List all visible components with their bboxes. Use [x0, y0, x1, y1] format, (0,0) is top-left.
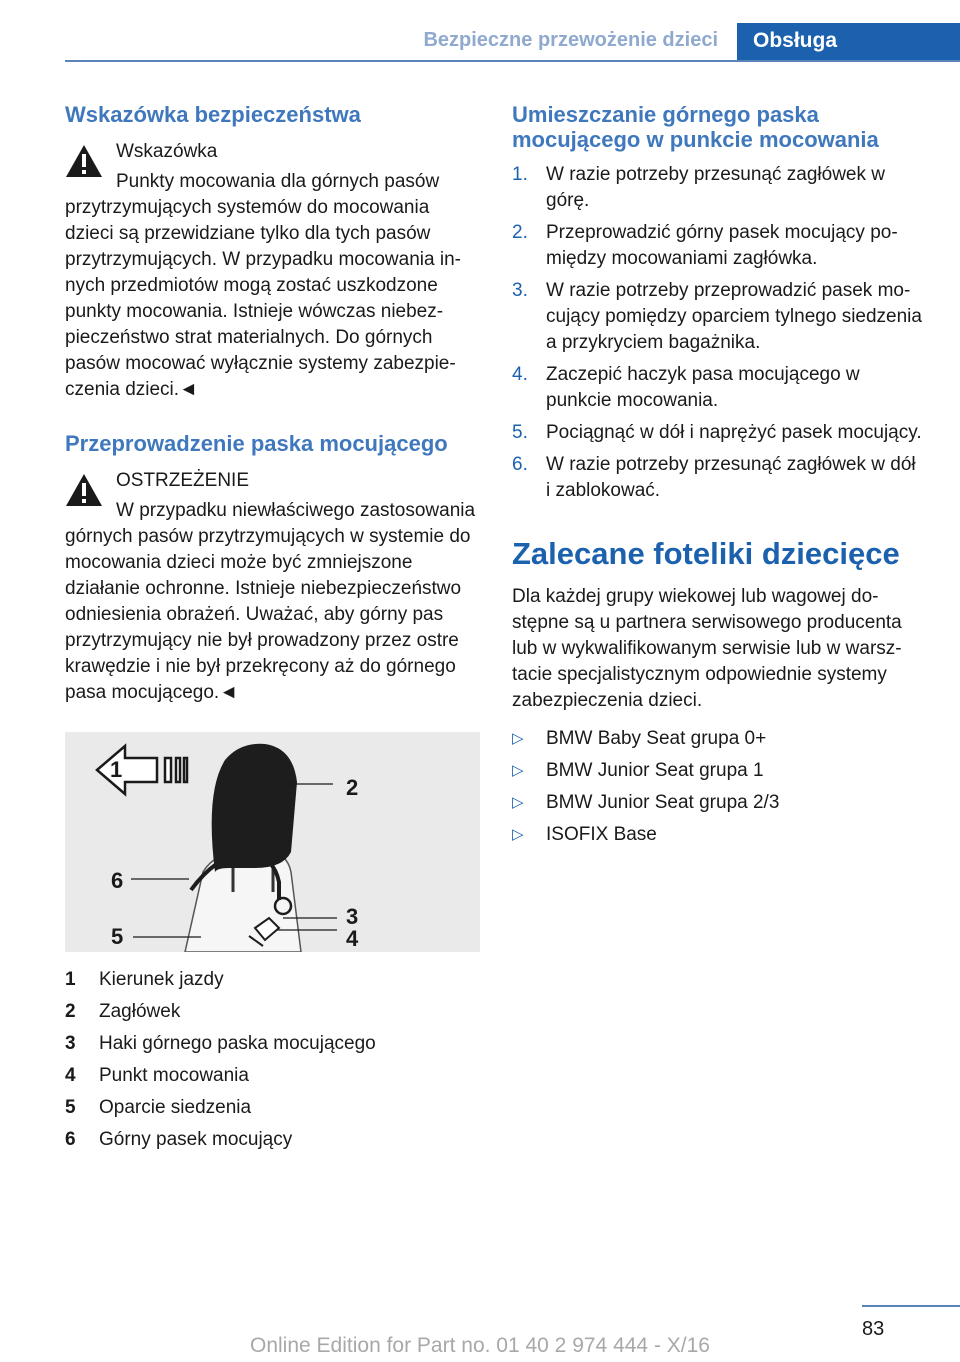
page-header — [0, 0, 960, 62]
legend-label: Górny pasek mocujący — [99, 1129, 293, 1150]
headrest-strap-figure — [65, 732, 480, 952]
warning-triangle-icon — [65, 143, 103, 179]
routing-heading: Przeprowadzenie paska mocującego — [65, 431, 448, 456]
legend-label: Oparcie siedzenia — [99, 1097, 252, 1118]
figure-legend — [65, 964, 480, 1156]
step-item — [512, 162, 924, 214]
legend-label: Punkt mocowania — [99, 1065, 249, 1086]
bullet-triangle-icon: ▷ — [512, 826, 524, 843]
header-rule — [65, 60, 960, 62]
bullet-triangle-icon: ▷ — [512, 730, 524, 747]
bullet-triangle-icon: ▷ — [512, 794, 524, 811]
list-item-text: BMW Baby Seat grupa 0+ — [546, 728, 767, 749]
list-item — [512, 726, 924, 752]
list-item-text: ISOFIX Base — [546, 824, 657, 845]
legend-item — [65, 1092, 480, 1124]
callout-3: 3 — [346, 904, 359, 929]
step-text: Przeprowadzić górny pasek mocujący pomiędzy mocowaniami zagłówka. — [546, 222, 898, 269]
right-column — [512, 102, 924, 854]
step-number: 3. — [512, 280, 528, 301]
list-item-text: BMW Junior Seat grupa 1 — [546, 760, 764, 781]
legend-label: Zagłówek — [99, 1001, 181, 1022]
page-number: 83 — [862, 1318, 885, 1340]
step-item — [512, 278, 924, 356]
legend-number: 1 — [65, 969, 76, 990]
step-number: 5. — [512, 422, 528, 443]
legend-item — [65, 1124, 480, 1156]
routing-warning-label: OSTRZEŻENIE — [116, 470, 250, 491]
footer-edition: Online Edition for Part no. 01 40 2 974 444 - X/16 — [250, 1334, 710, 1357]
step-number: 1. — [512, 164, 528, 185]
header-chapter-tab[interactable]: Obsługa — [737, 23, 960, 62]
step-item — [512, 452, 924, 504]
warning-triangle-icon — [65, 472, 103, 508]
callout-1: 1 — [110, 757, 123, 782]
routing-warning-text: W przypadku niewłaściwego zastosowania górnych pasów przytrzymujących w systemie do mocowania dzieci może być zmniejszone działanie ochronne. Istnieje niebezpieczeństwo odniesienia obrażeń. Uważać, aby górny pas przytrzymujący nie był prowadzony przez ostre krawędzie i nie był przekręcony aż do górnego pasa mocującego.◄ — [65, 500, 476, 703]
legend-number: 6 — [65, 1129, 76, 1150]
step-item — [512, 220, 924, 272]
legend-item — [65, 996, 480, 1028]
safety-label: Wskazówka — [116, 141, 218, 162]
step-number: 6. — [512, 454, 528, 475]
page-number-rule — [862, 1305, 960, 1307]
step-number: 4. — [512, 364, 528, 385]
left-column — [65, 102, 480, 1156]
step-text: W razie potrzeby przesunąć zagłówek w dół i zablokować. — [546, 454, 916, 501]
safety-text: Punkty mocowania dla górnych pasów przytrzymujących systemów do mocowania dzieci są przewidziane tylko dla tych pasów przytrzymujących. W przypadku mocowania innych przedmiotów mogą zostać uszkodzone punkty mocowania. Istnieje wówczas niebezpieczeństwo strat materialnych. Do górnych pasów mocować wyłącznie systemy zabezpieczenia dzieci.◄ — [65, 171, 461, 400]
headrest-illustration — [65, 732, 480, 952]
safety-note — [65, 139, 480, 403]
recommended-seats-list — [512, 726, 924, 848]
placement-heading: Umieszczanie górnego paska mocującego w punkcie mocowania — [512, 102, 879, 152]
bullet-triangle-icon: ▷ — [512, 762, 524, 779]
legend-number: 5 — [65, 1097, 76, 1118]
step-text: Zaczepić haczyk pasa mocującego w punkcie mocowania. — [546, 364, 860, 411]
step-item — [512, 420, 924, 446]
legend-number: 3 — [65, 1033, 76, 1054]
step-text: Pociągnąć w dół i naprężyć pasek mocujący. — [546, 422, 922, 443]
list-item-text: BMW Junior Seat grupa 2/3 — [546, 792, 780, 813]
legend-item — [65, 964, 480, 996]
callout-5: 5 — [111, 924, 124, 949]
step-item — [512, 362, 924, 414]
recommended-seats-heading: Zalecane foteliki dziecięce — [512, 536, 900, 571]
list-item — [512, 822, 924, 848]
legend-number: 4 — [65, 1065, 76, 1086]
callout-2: 2 — [346, 775, 359, 800]
safety-heading: Wskazówka bezpieczeństwa — [65, 102, 361, 127]
recommended-seats-text: Dla każdej grupy wiekowej lub wagowej dostępne są u partnera serwisowego producenta lub w wykwalifikowanym serwisie lub w warsztacie specjalistycznym odpowiednie systemy zabezpieczenia dzieci. — [512, 586, 902, 711]
legend-label: Haki górnego paska mocującego — [99, 1033, 376, 1054]
routing-warning — [65, 468, 480, 706]
legend-number: 2 — [65, 1001, 76, 1022]
step-text: W razie potrzeby przeprowadzić pasek mocujący pomiędzy oparciem tylnego siedzenia a przykryciem bagażnika. — [546, 280, 922, 353]
legend-label: Kierunek jazdy — [99, 969, 224, 990]
callout-4: 4 — [346, 926, 359, 951]
list-item — [512, 758, 924, 784]
list-item — [512, 790, 924, 816]
step-number: 2. — [512, 222, 528, 243]
legend-item — [65, 1028, 480, 1060]
callout-6: 6 — [111, 868, 124, 893]
step-text: W razie potrzeby przesunąć zagłówek w górę. — [546, 164, 885, 211]
header-section-title: Bezpieczne przewożenie dzieci — [423, 29, 718, 51]
legend-item — [65, 1060, 480, 1092]
placement-steps — [512, 162, 924, 504]
